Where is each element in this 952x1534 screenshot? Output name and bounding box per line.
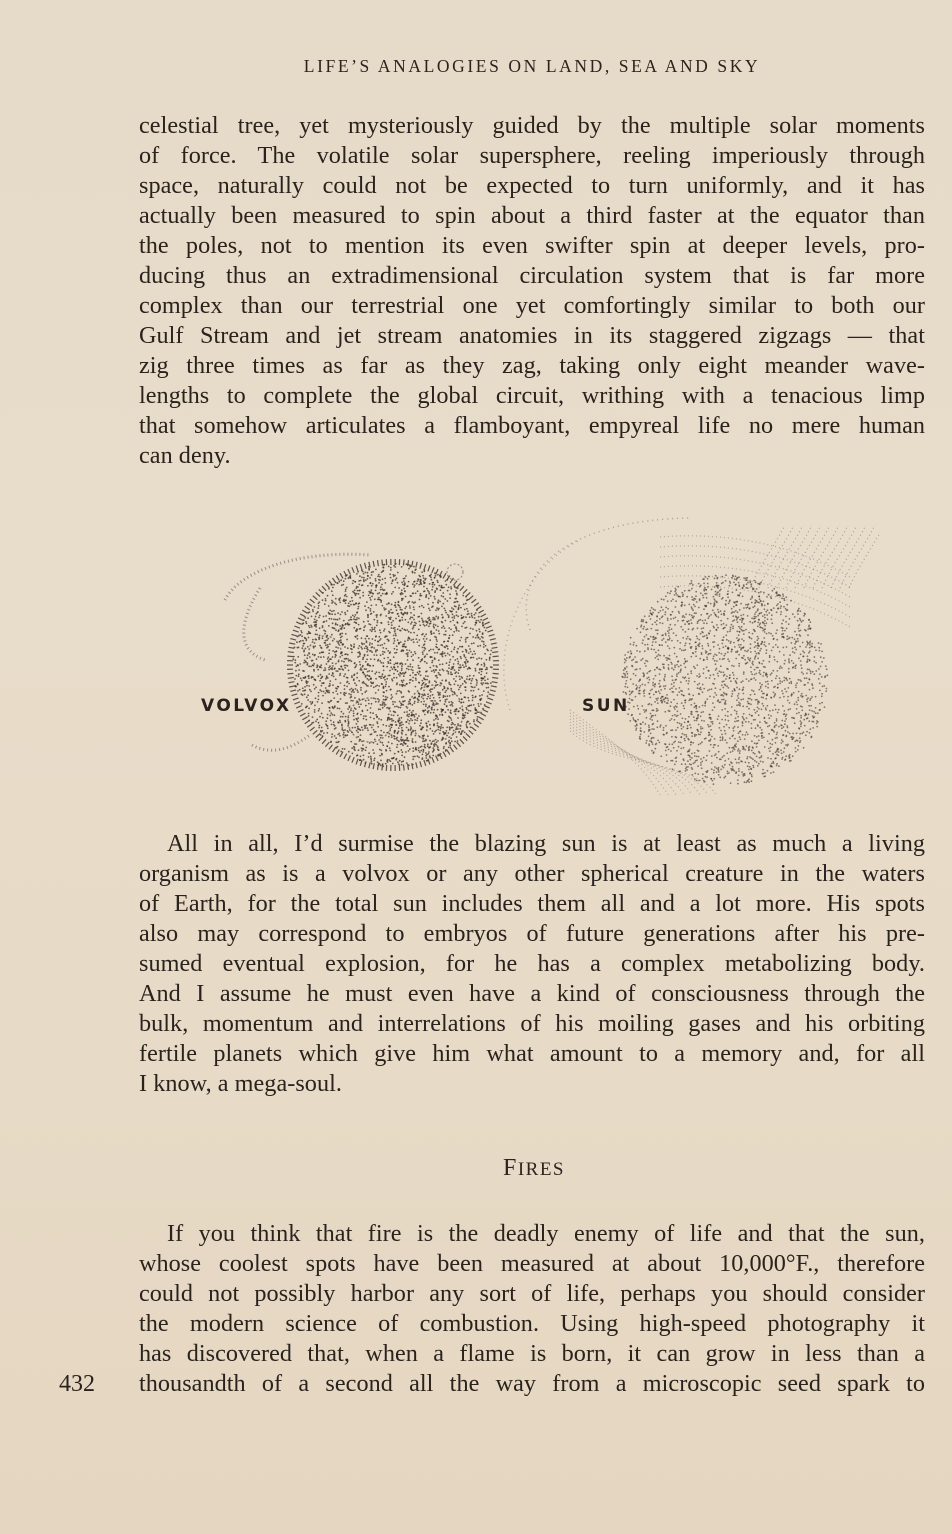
text-line: space, naturally could not be expected to turn uniformly, and it has bbox=[139, 172, 925, 199]
volvox-drawing bbox=[225, 554, 499, 771]
text-line: thousandth of a second all the way from a microscopic seed spark to bbox=[139, 1370, 925, 1397]
text-line: celestial tree, yet mysteriously guided by the multiple solar moments bbox=[139, 112, 925, 139]
sun-label: SUN bbox=[582, 696, 630, 716]
volvox-label: VOLVOX bbox=[201, 696, 292, 716]
text-line: has discovered that, when a flame is born, it can grow in less than a bbox=[139, 1340, 925, 1367]
volvox-sun-illustration bbox=[190, 510, 880, 800]
text-line: that somehow articulates a flamboyant, empyreal life no mere human bbox=[139, 412, 925, 439]
text-line: sumed eventual explosion, for he has a complex metabolizing body. bbox=[139, 950, 925, 977]
text-line: actually been measured to spin about a third faster at the equator than bbox=[139, 202, 925, 229]
text-line: whose coolest spots have been measured at about 10,000°F., therefore bbox=[139, 1250, 925, 1277]
paragraph-fires bbox=[139, 1219, 925, 1399]
section-heading-fires bbox=[0, 1155, 952, 1182]
text-line: the modern science of combustion. Using high-speed photography it bbox=[139, 1310, 925, 1337]
text-line: lengths to complete the global circuit, writhing with a tenacious limp bbox=[139, 382, 925, 409]
paragraph-sun-organism bbox=[139, 829, 925, 1099]
text-line: bulk, momentum and interrelations of his moiling gases and his orbiting bbox=[139, 1010, 925, 1037]
text-line: also may correspond to embryos of future generations after his pre- bbox=[139, 920, 925, 947]
text-line: If you think that fire is the deadly enemy of life and that the sun, bbox=[167, 1220, 925, 1247]
text-line: ducing thus an extradimensional circulation system that is far more bbox=[139, 262, 925, 289]
text-line: fertile planets which give him what amount to a memory and, for all bbox=[139, 1040, 925, 1067]
text-line: of force. The volatile solar supersphere, reeling imperiously through bbox=[139, 142, 925, 169]
section-heading-rest: IRES bbox=[517, 1159, 566, 1180]
text-line: I know, a mega-soul. bbox=[139, 1070, 342, 1097]
text-line: of Earth, for the total sun includes them all and a lot more. His spots bbox=[139, 890, 925, 917]
page-number: 432 bbox=[59, 1371, 95, 1397]
text-line: Gulf Stream and jet stream anatomies in its staggered zigzags — that bbox=[139, 322, 925, 349]
text-line: could not possibly harbor any sort of life, perhaps you should consider bbox=[139, 1280, 925, 1307]
text-line: And I assume he must even have a kind of consciousness through the bbox=[139, 980, 925, 1007]
sun-drawing bbox=[504, 518, 880, 795]
text-line: organism as is a volvox or any other spherical creature in the waters bbox=[139, 860, 925, 887]
text-line: zig three times as far as they zag, taking only eight meander wave- bbox=[139, 352, 925, 379]
text-line: can deny. bbox=[139, 442, 231, 469]
text-line: complex than our terrestrial one yet comfortingly similar to both our bbox=[139, 292, 925, 319]
running-head: LIFE’S ANALOGIES ON LAND, SEA AND SKY bbox=[303, 56, 761, 76]
text-line: All in all, I’d surmise the blazing sun is at least as much a living bbox=[167, 830, 925, 857]
text-line: the poles, not to mention its even swifter spin at deeper levels, pro- bbox=[139, 232, 925, 259]
section-heading-initial: F bbox=[502, 1155, 518, 1181]
figure-volvox-sun bbox=[190, 510, 880, 800]
paragraph-solar-circulation bbox=[139, 111, 925, 471]
